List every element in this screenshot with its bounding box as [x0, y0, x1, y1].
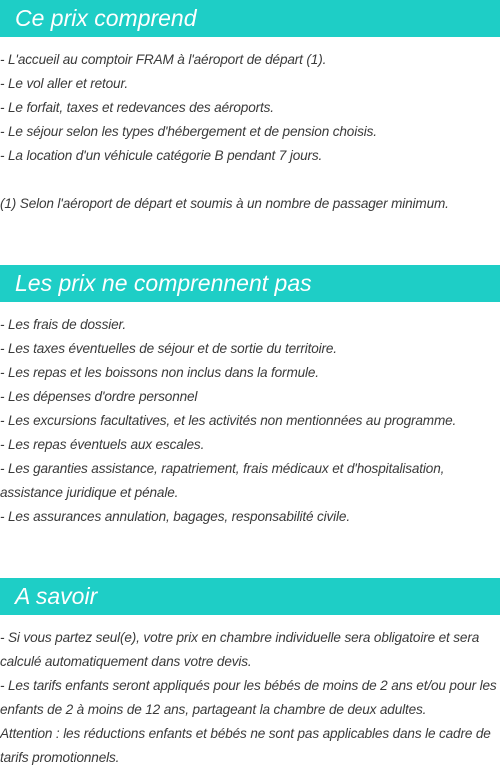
list-item: - Les excursions facultatives, et les activités non mentionnées au programme.	[0, 413, 457, 428]
section-body	[0, 37, 500, 216]
section-body	[0, 302, 500, 529]
section-price-excludes	[0, 265, 500, 529]
list-item: - Les frais de dossier.	[0, 317, 126, 332]
list-item: Attention : les réductions enfants et bébés ne sont pas applicables dans le cadre de tarifs promotionnels.	[0, 726, 491, 765]
section-title: A savoir	[0, 578, 500, 615]
section-title: Les prix ne comprennent pas	[0, 265, 500, 302]
list-item: - Les taxes éventuelles de séjour et de sortie du territoire.	[0, 341, 337, 356]
list-item: - Si vous partez seul(e), votre prix en chambre individuelle sera obligatoire et sera calculé automatiquement dans votre devis.	[0, 630, 480, 669]
footnote: (1) Selon l'aéroport de départ et soumis à un nombre de passager minimum.	[0, 196, 449, 211]
list-item: - Les dépenses d'ordre personnel	[0, 389, 198, 404]
section-body	[0, 615, 500, 770]
list-item: - Le vol aller et retour.	[0, 76, 128, 91]
list-item: - Les garanties assistance, rapatriement, frais médicaux et d'hospitalisation, assistance juridique et pénale.	[0, 461, 445, 500]
spacer	[0, 168, 500, 192]
section-price-includes	[0, 0, 500, 216]
list-item: - Les assurances annulation, bagages, responsabilité civile.	[0, 509, 350, 524]
section-title: Ce prix comprend	[0, 0, 500, 37]
list-item: - Les repas et les boissons non inclus dans la formule.	[0, 365, 319, 380]
list-item: - Les tarifs enfants seront appliqués pour les bébés de moins de 2 ans et/ou pour les enfants de 2 à moins de 12 ans, partageant la chambre de deux adultes.	[0, 678, 497, 717]
list-item: - Le forfait, taxes et redevances des aéroports.	[0, 100, 274, 115]
list-item: - Le séjour selon les types d'hébergement et de pension choisis.	[0, 124, 377, 139]
list-item: - Les repas éventuels aux escales.	[0, 437, 205, 452]
section-good-to-know	[0, 578, 500, 770]
list-item: - La location d'un véhicule catégorie B pendant 7 jours.	[0, 148, 323, 163]
list-item: - L'accueil au comptoir FRAM à l'aéroport de départ (1).	[0, 52, 327, 67]
